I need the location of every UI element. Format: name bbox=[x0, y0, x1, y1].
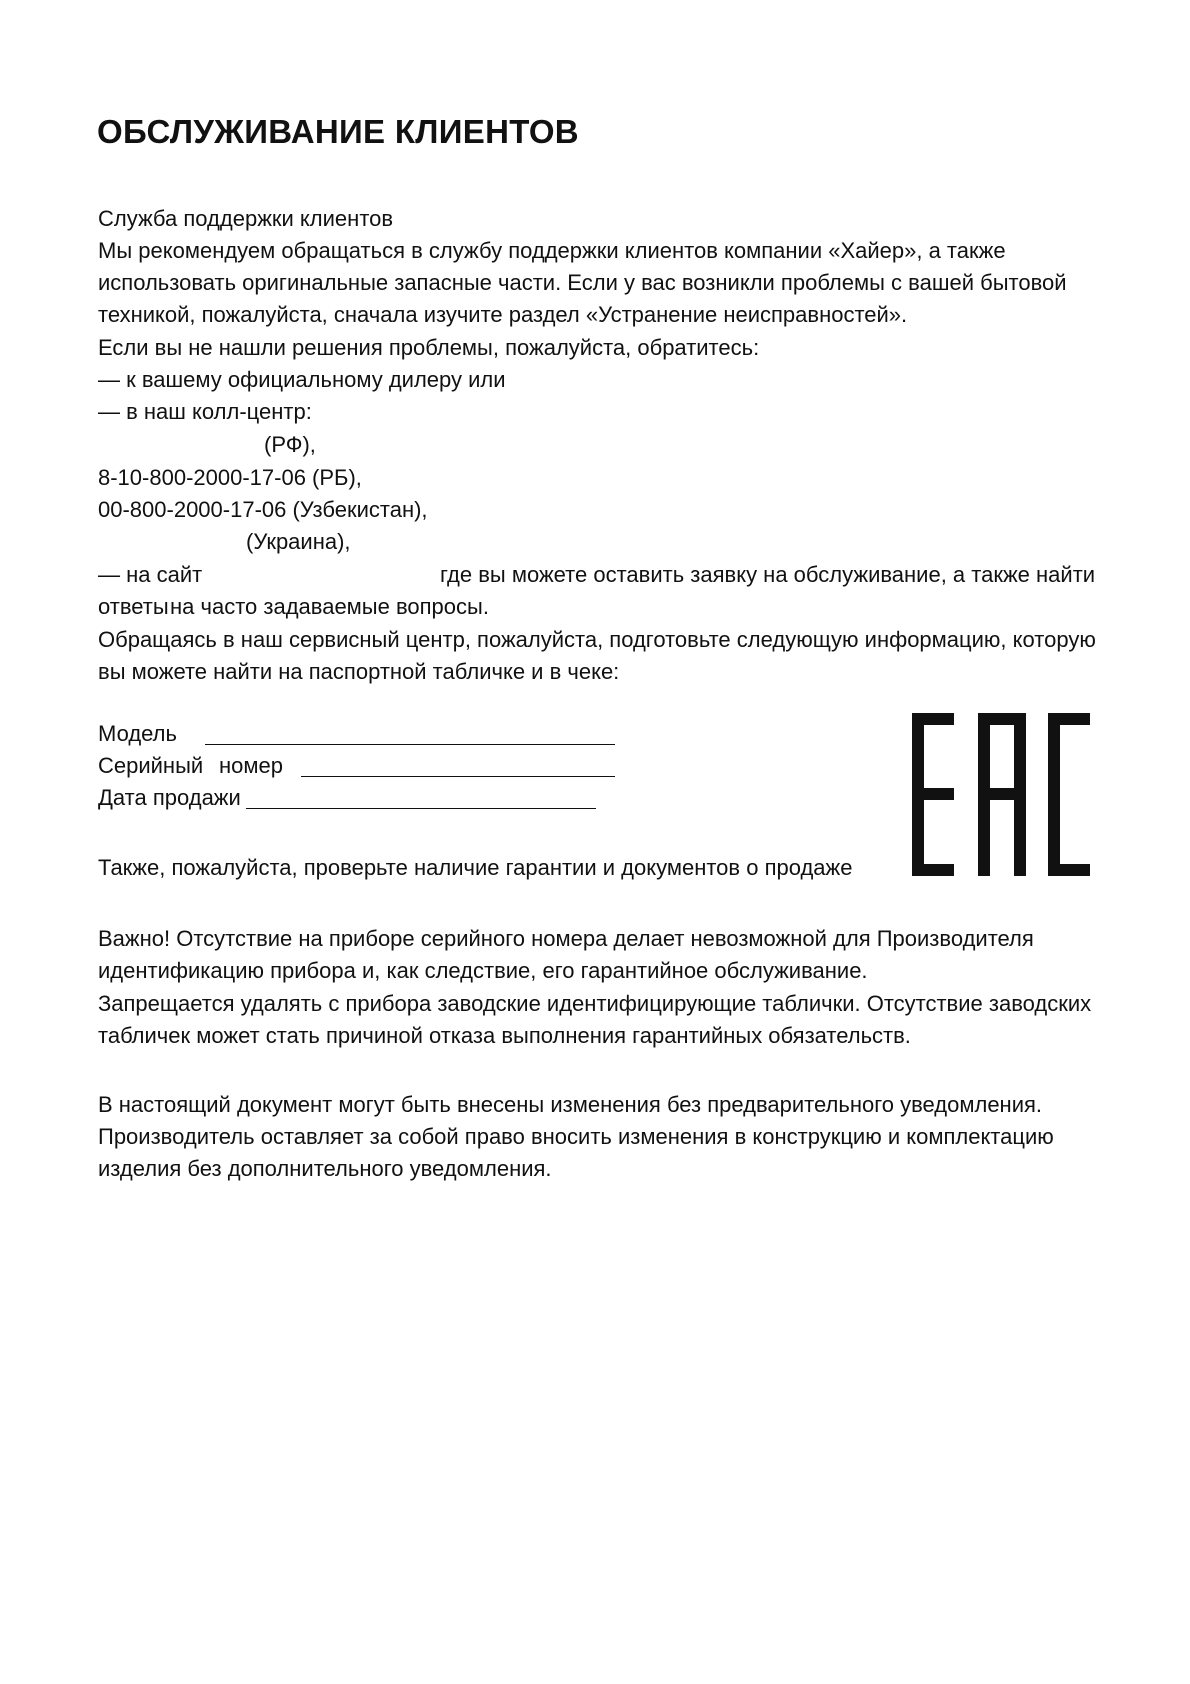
contact-dealer: — к вашему официальному дилеру или bbox=[98, 367, 506, 392]
site-suffix: где вы можете оставить заявку на обслуживание, а также найти bbox=[440, 562, 1096, 587]
serial-label-b: номер bbox=[219, 753, 283, 778]
warranty-check: Также, пожалуйста, проверьте наличие гарантии и документов о продаже bbox=[98, 855, 853, 880]
service-info-line: Обращаясь в наш сервисный центр, пожалуйста, подготовьте следующую информацию, которую bbox=[98, 627, 1096, 652]
phone-uz: 00-800-2000-17-06 (Узбекистан), bbox=[98, 497, 428, 522]
important-line: идентификацию прибора и, как следствие, его гарантийное обслуживание. bbox=[98, 958, 868, 983]
contact-callcenter: — в наш колл-центр: bbox=[98, 399, 312, 424]
site-prefix: — на сайт bbox=[98, 562, 203, 587]
service-info-line: вы можете найти на паспортной табличке и в чеке: bbox=[98, 659, 620, 684]
support-heading: Служба поддержки клиентов bbox=[98, 206, 394, 231]
date-input-line[interactable] bbox=[246, 808, 596, 809]
model-label: Модель bbox=[98, 721, 177, 746]
page-title: ОБСЛУЖИВАНИЕ КЛИЕНТОВ bbox=[97, 113, 579, 150]
important-line: Запрещается удалять с прибора заводские идентифицирующие таблички. Отсутствие заводских bbox=[98, 991, 1092, 1016]
site-line2-b: на часто задаваемые вопросы. bbox=[170, 594, 489, 619]
serial-label-a: Серийный bbox=[98, 753, 204, 778]
disclaimer-line: Производитель оставляет за собой право вносить изменения в конструкцию и комплектацию bbox=[98, 1124, 1054, 1149]
phone-ru: (РФ), bbox=[264, 432, 316, 457]
support-paragraph-line: Мы рекомендуем обращаться в службу поддержки клиентов компании «Хайер», а также bbox=[98, 238, 1006, 263]
important-line: табличек может стать причиной отказа выполнения гарантийных обязательств. bbox=[98, 1023, 911, 1048]
phone-by: 8-10-800-2000-17-06 (РБ), bbox=[98, 465, 362, 490]
disclaimer-line: В настоящий документ могут быть внесены изменения без предварительного уведомления. bbox=[98, 1092, 1043, 1117]
serial-input-line[interactable] bbox=[301, 776, 615, 777]
important-line: Важно! Отсутствие на приборе серийного номера делает невозможной для Производителя bbox=[98, 926, 1034, 951]
support-paragraph-line: использовать оригинальные запасные части. Если у вас возникли проблемы с вашей бытовой bbox=[98, 270, 1067, 295]
date-label: Дата продажи bbox=[98, 785, 241, 810]
phone-ua: (Украина), bbox=[246, 529, 351, 554]
eac-mark-icon bbox=[912, 713, 1090, 876]
support-paragraph-line: техникой, пожалуйста, сначала изучите раздел «Устранение неисправностей». bbox=[98, 302, 908, 327]
model-input-line[interactable] bbox=[205, 744, 615, 745]
contact-intro: Если вы не нашли решения проблемы, пожалуйста, обратитесь: bbox=[98, 335, 760, 360]
disclaimer-line: изделия без дополнительного уведомления. bbox=[98, 1156, 552, 1181]
site-line2-a: ответы bbox=[98, 594, 169, 619]
